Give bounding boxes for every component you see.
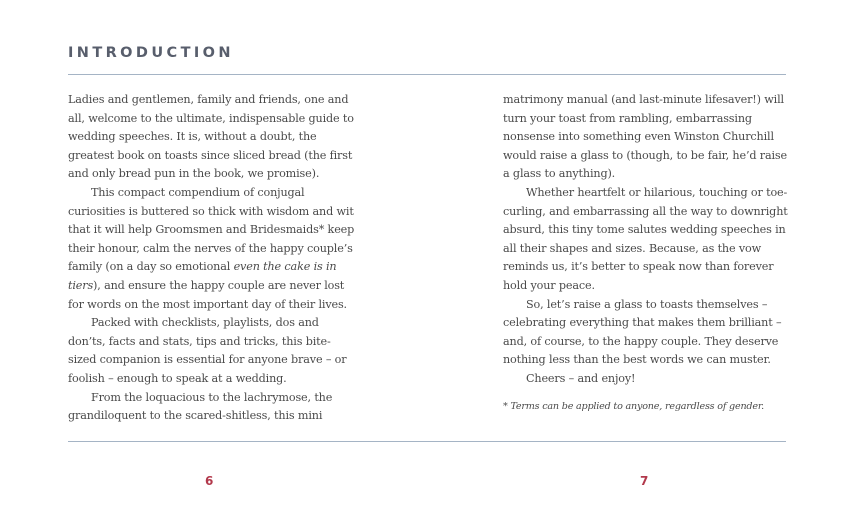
paragraph: Ladies and gentlemen, family and friends, one and all, welcome to the ultimate, indispensable guide to wedding speeches. It is, without a doubt, the greatest book on toasts since sliced bread (the first and only bread pun in the book, we promise).	[68, 93, 354, 181]
top-divider	[68, 74, 786, 75]
paragraph: Whether heartfelt or hilarious, touching or toe-curling, and embarrassing all the way to downright absurd, this tiny tome salutes wedding speeches in all their shapes and sizes. Because, as the vow reminds us, it’s better to speak now than forever hold your peace.	[503, 185, 788, 292]
bottom-divider	[68, 441, 786, 442]
left-page-text	[68, 91, 358, 426]
paragraph	[68, 184, 358, 314]
paragraph: So, let’s raise a glass to toasts themselves – celebrating everything that makes them brilliant – and, of course, to the happy couple. They deserve nothing less than the best words we can muster.	[503, 297, 782, 367]
paragraph: Packed with checklists, playlists, dos and don’ts, facts and stats, tips and tricks, this bite-sized companion is essential for anyone brave – or foolish – enough to speak at a wedding.	[68, 316, 347, 385]
right-page-text	[503, 91, 791, 414]
italic-text: even the cake is in tiers	[68, 260, 337, 292]
page-number-left: 6	[205, 474, 214, 488]
section-heading: INTRODUCTION	[68, 45, 234, 61]
paragraph: From the loquacious to the lachrymose, the grandiloquent to the scared-shitless, this mini	[68, 390, 333, 423]
footnote: * Terms can be applied to anyone, regardless of gender.	[503, 400, 765, 412]
page-number-right: 7	[640, 474, 649, 488]
text-run: This compact compendium of conjugal curiosities is buttered so thick with wisdom and wit that it will help Groomsmen and Bridesmaids* keep their honour, calm the nerves of the happy couple’s family (on a day so emotional	[68, 185, 355, 274]
text-run: ), and ensure the happy couple are never lost for words on the most important day of their lives.	[68, 278, 347, 311]
paragraph: Cheers – and enjoy!	[526, 371, 636, 385]
paragraph: matrimony manual (and last-minute lifesaver!) will turn your toast from rambling, embarrassing nonsense into something even Winston Churchill would raise a glass to (though, to be fair, he’d raise a glass to anything).	[503, 93, 787, 181]
